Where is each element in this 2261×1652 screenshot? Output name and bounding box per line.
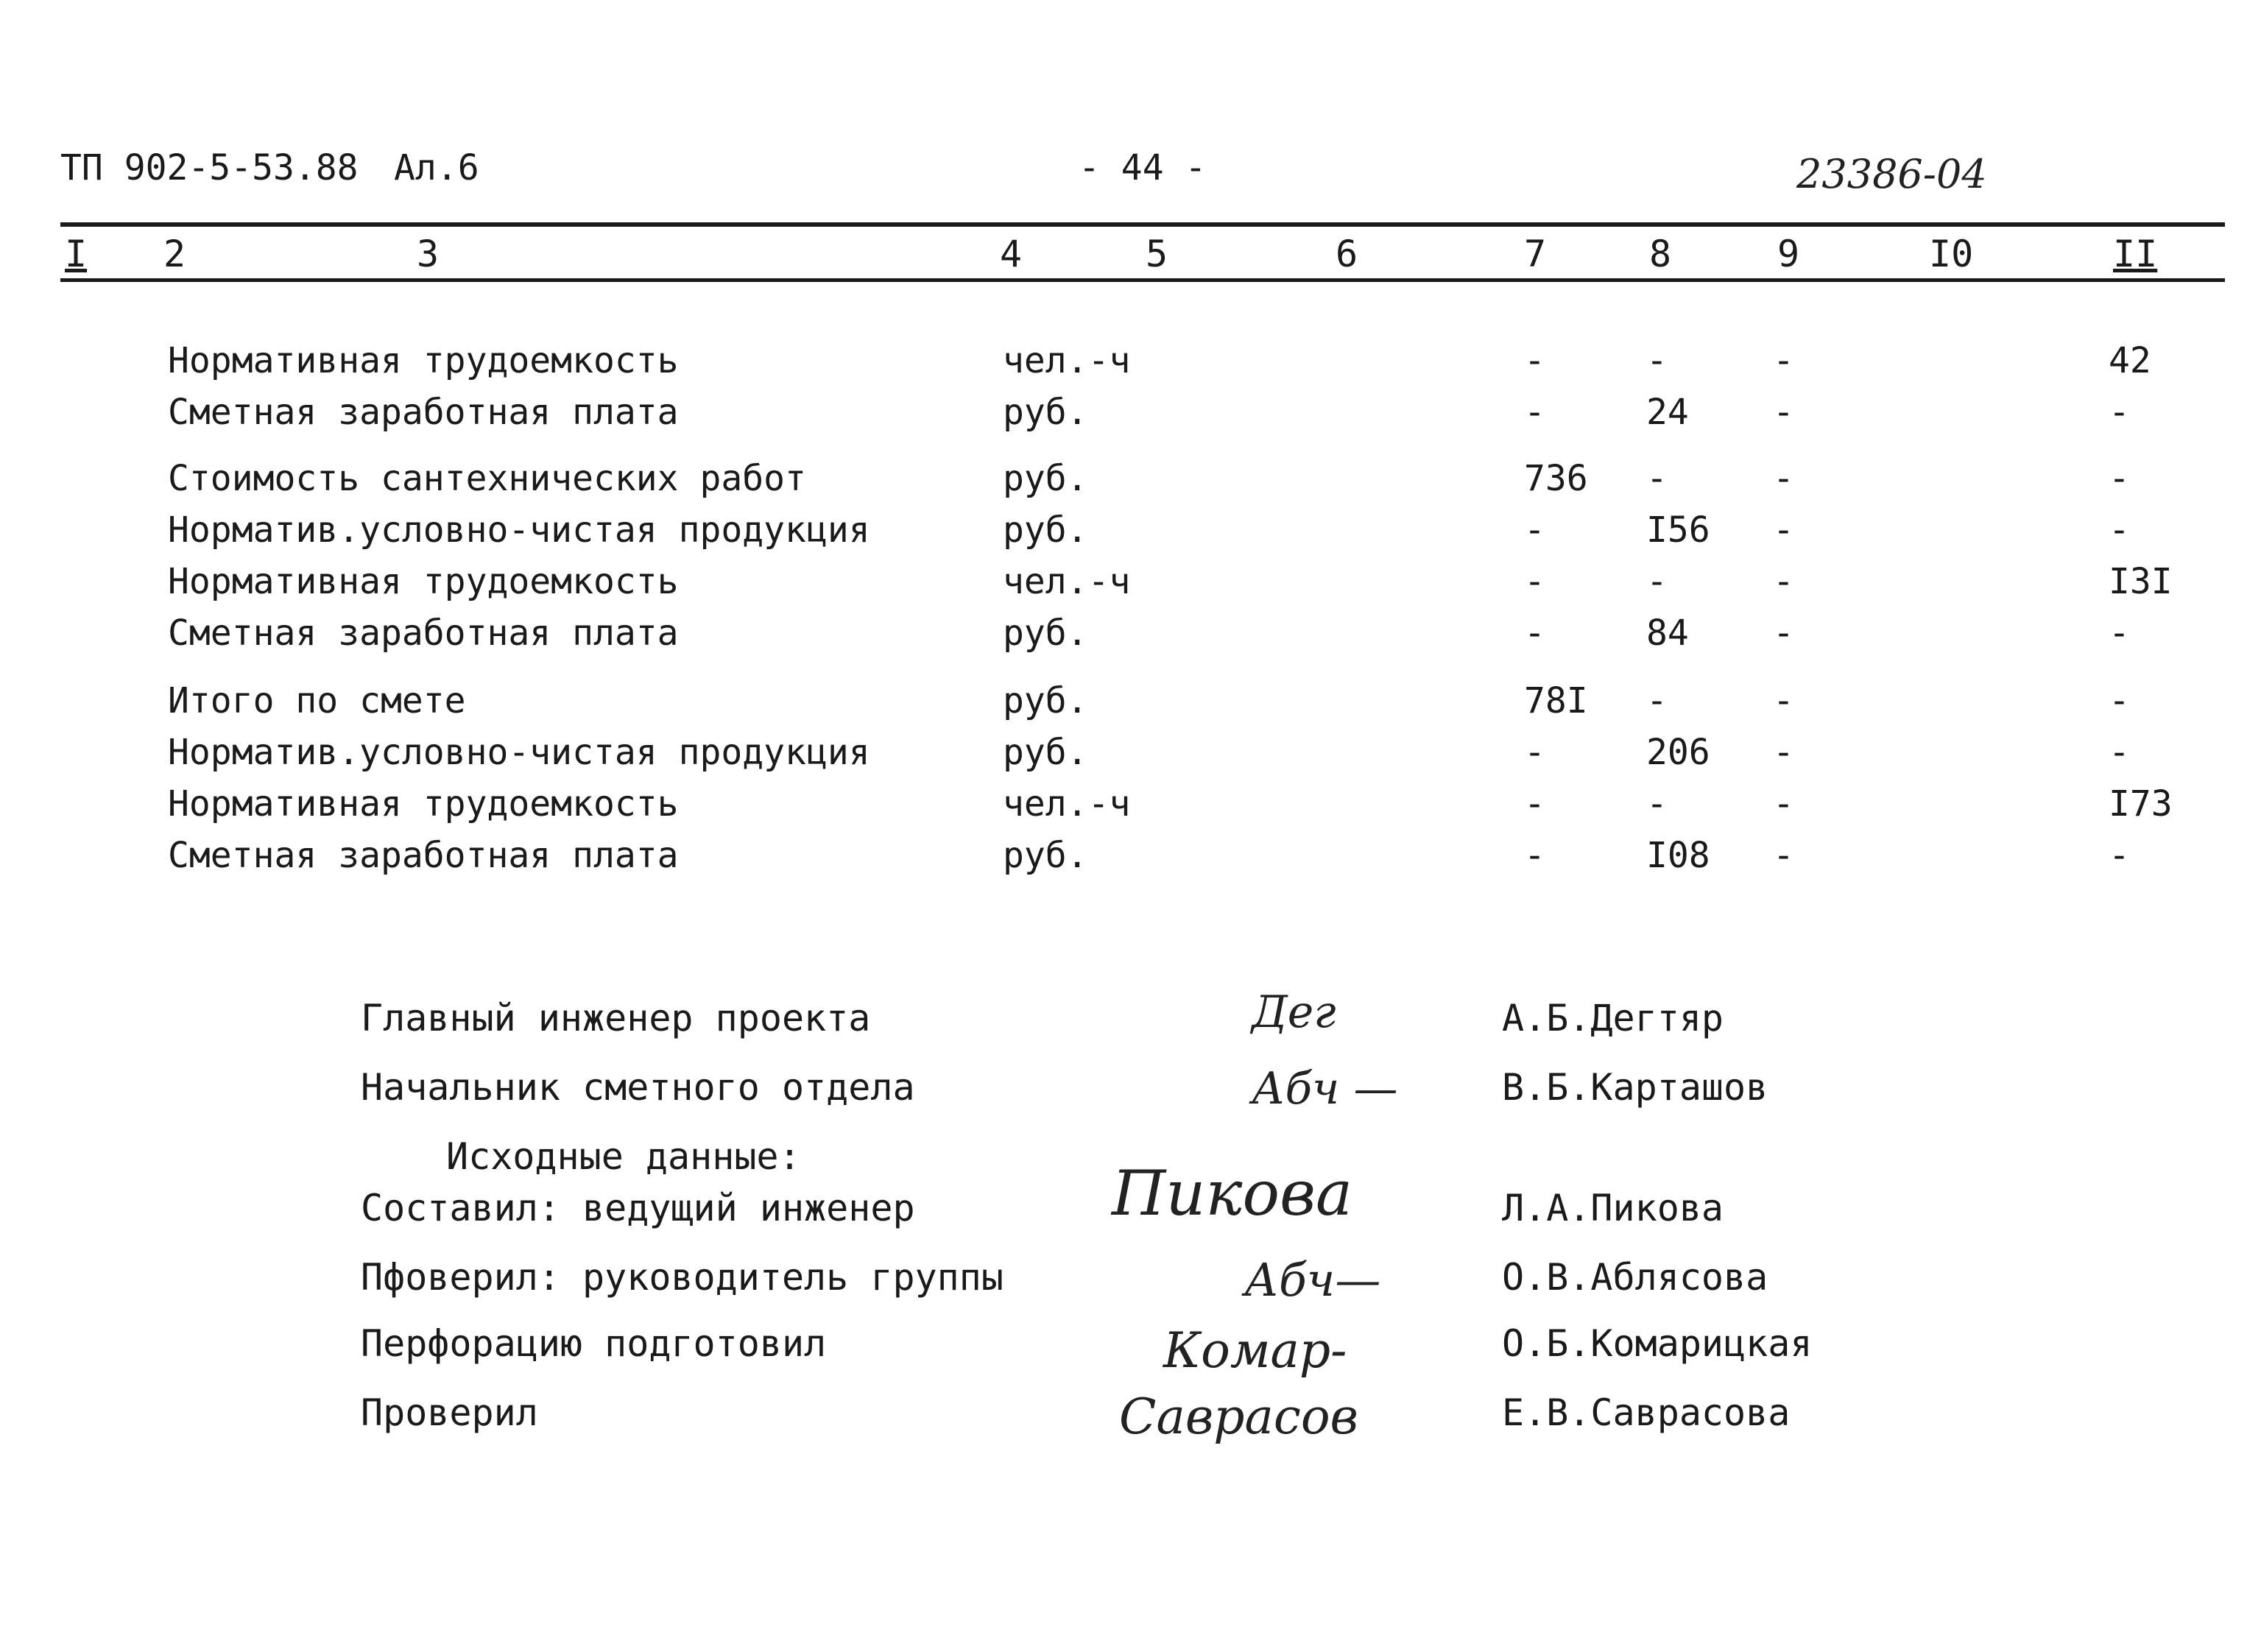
column-number-4: 4 bbox=[1000, 233, 1023, 275]
row-col8: 84 bbox=[1646, 613, 1689, 654]
row-name: Норматив.условно-чистая продукция bbox=[168, 732, 870, 773]
row-col11: I3I bbox=[2109, 561, 2173, 602]
table-row bbox=[0, 509, 2261, 554]
row-name: Нормативная трудоемкость bbox=[168, 340, 679, 381]
row-col7: - bbox=[1524, 613, 1545, 654]
row-name: Итого по смете bbox=[168, 680, 466, 721]
row-col8: I08 bbox=[1646, 835, 1710, 876]
row-col8: - bbox=[1646, 783, 1668, 825]
handwritten-signature: Дег bbox=[1252, 986, 1336, 1038]
table-row bbox=[0, 458, 2261, 502]
signatory-name: В.Б.Карташов bbox=[1502, 1066, 1768, 1109]
row-col9: - bbox=[1773, 835, 1794, 876]
column-number-8: 8 bbox=[1649, 233, 1672, 275]
row-col7: 736 bbox=[1524, 458, 1588, 499]
row-unit: руб. bbox=[1003, 680, 1088, 721]
row-col9: - bbox=[1773, 509, 1794, 551]
column-number-11: II bbox=[2113, 233, 2158, 275]
table-row bbox=[0, 835, 2261, 879]
table-row bbox=[0, 680, 2261, 724]
row-col7: - bbox=[1524, 509, 1545, 551]
row-name: Нормативная трудоемкость bbox=[168, 783, 679, 825]
row-col11: - bbox=[2109, 732, 2130, 773]
row-col8: 24 bbox=[1646, 392, 1689, 433]
signature-title: Проверил bbox=[361, 1391, 538, 1434]
row-name: Сметная заработная плата bbox=[168, 835, 679, 876]
row-col11: - bbox=[2109, 680, 2130, 721]
table-row bbox=[0, 392, 2261, 436]
row-col7: - bbox=[1524, 392, 1545, 433]
signature-checked bbox=[0, 1388, 2261, 1445]
column-number-7: 7 bbox=[1524, 233, 1547, 275]
handwritten-signature: Абч — bbox=[1252, 1063, 1398, 1115]
row-col11: I73 bbox=[2109, 783, 2173, 825]
table-row bbox=[0, 340, 2261, 384]
signature-title: Главный инженер проекта bbox=[361, 997, 871, 1039]
row-col11: - bbox=[2109, 613, 2130, 654]
row-unit: руб. bbox=[1003, 509, 1088, 551]
row-col9: - bbox=[1773, 458, 1794, 499]
signature-chief-engineer bbox=[0, 986, 2261, 1048]
column-number-1: I bbox=[65, 233, 88, 275]
column-number-5: 5 bbox=[1146, 233, 1168, 275]
signatory-name: Е.В.Саврасова bbox=[1502, 1391, 1791, 1434]
row-col7: - bbox=[1524, 732, 1545, 773]
row-col9: - bbox=[1773, 613, 1794, 654]
row-col8: - bbox=[1646, 340, 1668, 381]
row-col11: 42 bbox=[2109, 340, 2151, 381]
row-col8: 206 bbox=[1646, 732, 1710, 773]
row-col11: - bbox=[2109, 835, 2130, 876]
column-number-6: 6 bbox=[1336, 233, 1358, 275]
column-number-2: 2 bbox=[163, 233, 186, 275]
handwritten-signature: Саврасов bbox=[1119, 1388, 1358, 1445]
column-number-9: 9 bbox=[1777, 233, 1800, 275]
sheet-label: Ал.6 bbox=[394, 147, 479, 188]
signatory-name: О.Б.Комарицкая bbox=[1502, 1322, 1813, 1365]
row-col9: - bbox=[1773, 561, 1794, 602]
column-number-3: 3 bbox=[417, 233, 440, 275]
row-col7: - bbox=[1524, 340, 1545, 381]
row-col7: 78I bbox=[1524, 680, 1588, 721]
row-col7: - bbox=[1524, 835, 1545, 876]
row-col9: - bbox=[1773, 340, 1794, 381]
signature-checked-lead bbox=[0, 1253, 2261, 1307]
handwritten-signature: Абч— bbox=[1244, 1253, 1381, 1307]
row-col8: I56 bbox=[1646, 509, 1710, 551]
signature-compiled bbox=[0, 1157, 2261, 1238]
row-col9: - bbox=[1773, 392, 1794, 433]
handwritten-signature: Пикова bbox=[1112, 1157, 1353, 1229]
signature-perforation bbox=[0, 1322, 2261, 1379]
row-name: Норматив.условно-чистая продукция bbox=[168, 509, 870, 551]
signature-title: Перфорацию подготовил bbox=[361, 1322, 827, 1365]
row-col11: - bbox=[2109, 509, 2130, 551]
signatory-name: А.Б.Дегтяр bbox=[1502, 997, 1724, 1039]
row-name: Нормативная трудоемкость bbox=[168, 561, 679, 602]
row-unit: руб. bbox=[1003, 732, 1088, 773]
row-unit: чел.-ч bbox=[1003, 783, 1131, 825]
registry-number: 23386-04 bbox=[1796, 151, 1987, 197]
table-row bbox=[0, 732, 2261, 776]
table-row bbox=[0, 561, 2261, 605]
row-col8: - bbox=[1646, 561, 1668, 602]
page-number: - 44 - bbox=[1079, 147, 1207, 188]
row-col8: - bbox=[1646, 458, 1668, 499]
row-col8: - bbox=[1646, 680, 1668, 721]
row-unit: руб. bbox=[1003, 613, 1088, 654]
row-name: Сметная заработная плата bbox=[168, 392, 679, 433]
row-unit: чел.-ч bbox=[1003, 340, 1131, 381]
source-data-label: Исходные данные: bbox=[446, 1135, 801, 1178]
signatory-name: Л.А.Пикова bbox=[1502, 1187, 1724, 1229]
signature-head-estimates bbox=[0, 1063, 2261, 1118]
handwritten-signature: Комар- bbox=[1163, 1322, 1347, 1379]
column-number-10: I0 bbox=[1929, 233, 1974, 275]
table-row bbox=[0, 613, 2261, 657]
signature-title: Составил: ведущий инженер bbox=[361, 1187, 915, 1229]
row-unit: руб. bbox=[1003, 392, 1088, 433]
row-col11: - bbox=[2109, 392, 2130, 433]
signatory-name: О.В.Аблясова bbox=[1502, 1256, 1768, 1299]
signature-title: Пфоверил: руководитель группы bbox=[361, 1256, 1003, 1299]
row-name: Сметная заработная плата bbox=[168, 613, 679, 654]
row-name: Стоимость сантехнических работ bbox=[168, 458, 806, 499]
signature-title: Начальник сметного отдела bbox=[361, 1066, 915, 1109]
row-col9: - bbox=[1773, 783, 1794, 825]
row-col7: - bbox=[1524, 783, 1545, 825]
row-unit: чел.-ч bbox=[1003, 561, 1131, 602]
document-code: ТП 902-5-53.88 bbox=[60, 147, 359, 188]
row-col11: - bbox=[2109, 458, 2130, 499]
row-unit: руб. bbox=[1003, 458, 1088, 499]
header-rule-top bbox=[60, 222, 2225, 227]
table-row bbox=[0, 783, 2261, 827]
header-rule-bottom bbox=[60, 278, 2225, 282]
row-col9: - bbox=[1773, 680, 1794, 721]
row-col7: - bbox=[1524, 561, 1545, 602]
row-col9: - bbox=[1773, 732, 1794, 773]
row-unit: руб. bbox=[1003, 835, 1088, 876]
